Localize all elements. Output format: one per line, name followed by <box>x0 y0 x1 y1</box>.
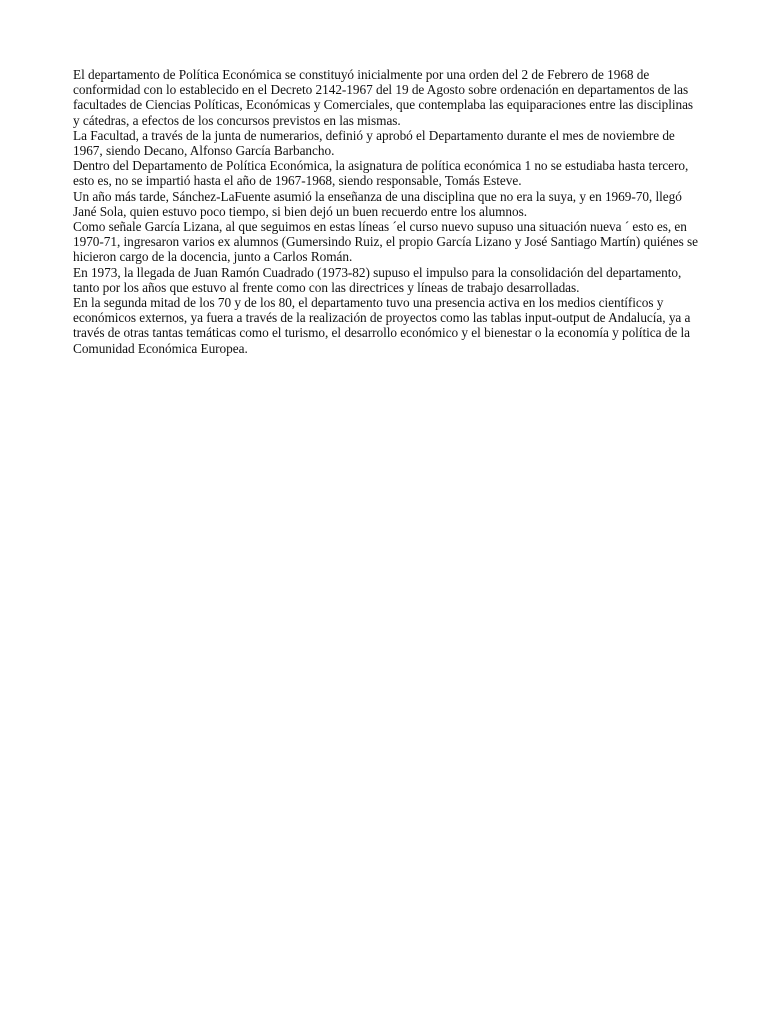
paragraph-consolidation: En 1973, la llegada de Juan Ramón Cuadrado (1973-82) supuso el impulso para la consolidación del departamento, tanto por los años que estuvo al frente como con las directrices y líneas de trabajo desarrolladas. <box>73 264 682 295</box>
paragraph-new-course: Como señale García Lizana, al que seguimos en estas líneas ´el curso nuevo supuso una situación nueva ´ esto es, en 1970-71, ingresaron varios ex alumnos (Gumersindo Ruiz, el propio García Lizano y José Santiago Martín) quiénes se hicieron cargo de la docencia, junto a Carlos Román. <box>73 219 699 265</box>
paragraph-teaching: Un año más tarde, Sánchez-LaFuente asumió la enseñanza de una disciplina que no era la suya, y en 1969-70, llegó Jané Sola, quien estuvo poco tiempo, si bien dejó un buen recuerdo entre los alumnos. <box>73 188 682 219</box>
paragraph-subject: Dentro del Departamento de Política Económica, la asignatura de política económica 1 no se estudiaba hasta tercero, esto es, no se impartió hasta el año de 1967-1968, siendo responsable, Tomás Esteve. <box>73 158 689 189</box>
paragraph-faculty: La Facultad, a través de la junta de numerarios, definió y aprobó el Departamento durante el mes de noviembre de 1967, siendo Decano, Alfonso García Barbancho. <box>73 127 675 159</box>
document-page <box>73 67 698 356</box>
paragraph-origin: El departamento de Política Económica se constituyó inicialmente por una orden del 2 de Febrero de 1968 de conformidad con lo establecido en el Decreto 2142-1967 del 19 de Agosto sobre ordenación en departamentos de las facultades de Ciencias Políticas, Económicas y Comerciales, que contemplaba las equiparaciones entre las disciplinas y cátedras, a efectos de los concursos previstos en las mismas. <box>73 67 694 128</box>
paragraph-external-presence: En la segunda mitad de los 70 y de los 80, el departamento tuvo una presencia activa en los medios científicos y económicos externos, ya fuera a través de la realización de proyectos como las tablas input-output de Andalucía, ya a través de otras tantas temáticas como el turismo, el desarrollo económico y el bienestar o la economía y política de la Comunidad Económica Europea. <box>73 295 691 356</box>
